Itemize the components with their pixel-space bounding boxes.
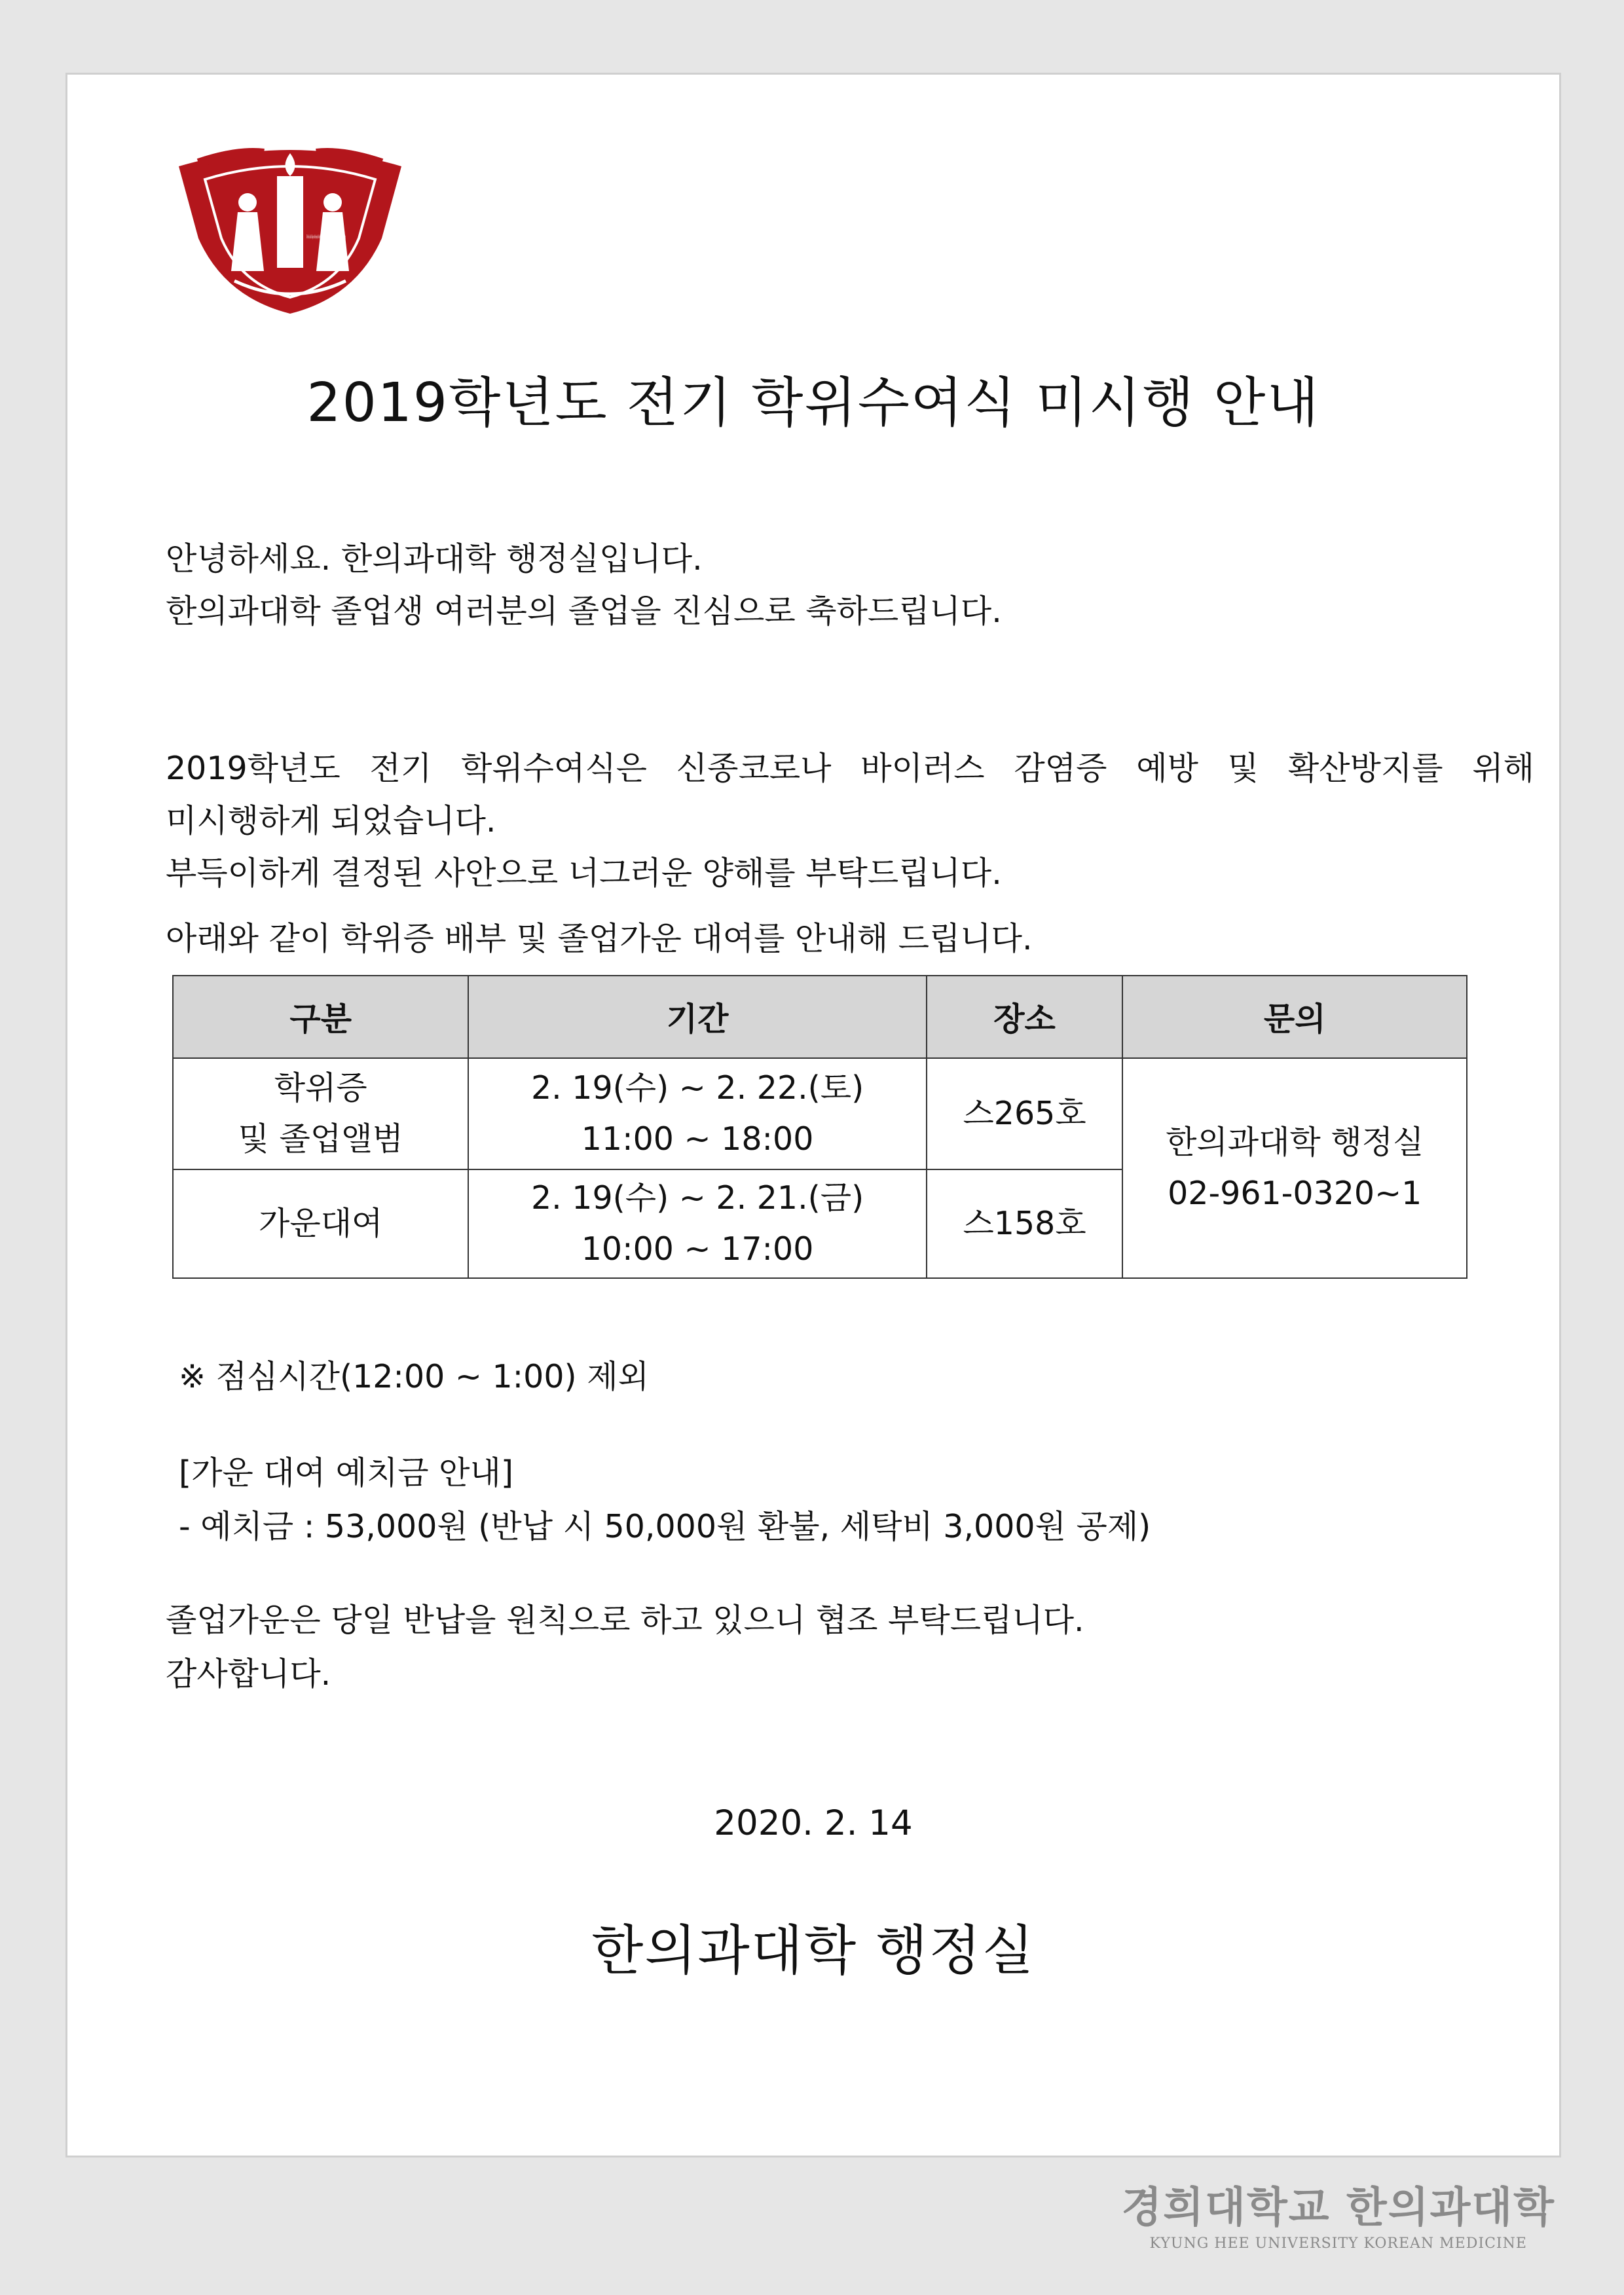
document-page — [65, 73, 1561, 2157]
period-dates: 2. 19(수) ~ 2. 22.(토) — [530, 1069, 864, 1107]
intro: 아래와 같이 학위증 배부 및 졸업가운 대여를 안내해 드립니다. — [166, 920, 1033, 957]
header-period: 기간 — [468, 976, 926, 1058]
cell-category — [173, 1058, 468, 1169]
notice-line: 2019학년도 전기 학위수여식은 신종코로나 바이러스 감염증 예방 및 확산방지를 위해 — [166, 750, 1534, 787]
cell-period — [468, 1058, 926, 1169]
deposit-heading: [가운 대여 예치금 안내] — [179, 1454, 513, 1492]
period-dates: 2. 19(수) ~ 2. 21.(금) — [530, 1179, 864, 1217]
header-place: 장소 — [927, 976, 1123, 1058]
issue-date: 2020. 2. 14 — [714, 1803, 913, 1843]
header-contact: 문의 — [1122, 976, 1467, 1058]
cell-category: 가운대여 — [173, 1169, 468, 1278]
signature: 한의과대학 행정실 — [591, 1920, 1035, 1982]
contact-office: 한의과대학 행정실 — [1166, 1124, 1424, 1161]
category-line: 및 졸업앨범 — [238, 1120, 403, 1158]
closing — [166, 1594, 1084, 1701]
notice — [166, 743, 1534, 900]
notice-line: 부득이하게 결정된 사안으로 너그러운 양해를 부탁드립니다. — [166, 854, 1002, 892]
cell-contact — [1122, 1058, 1467, 1278]
notice-line: 미시행하게 되었습니다. — [166, 802, 496, 839]
university-seal-logo — [159, 140, 421, 317]
cell-place: 스265호 — [927, 1058, 1123, 1169]
deposit-detail: - 예치금 : 53,000원 (반납 시 50,000원 환불, 세탁비 3,000원 공제) — [179, 1508, 1151, 1545]
period-hours: 10:00 ~ 17:00 — [581, 1230, 814, 1268]
category-line: 학위증 — [274, 1069, 367, 1107]
period-hours: 11:00 ~ 18:00 — [581, 1120, 814, 1158]
page-title: 2019학년도 전기 학위수여식 미시행 안내 — [306, 372, 1320, 434]
deposit-info — [179, 1446, 1151, 1554]
seal-motto: The World is a Global Village and the Peoples of the World are One Human Family. May We Strive for Peace and Humanity with the Spirit of Global Cooperation Society — [306, 234, 346, 240]
lunch-note: ※ 점심시간(12:00 ~ 1:00) 제외 — [179, 1358, 649, 1395]
greeting-line: 한의과대학 졸업생 여러분의 졸업을 진심으로 축하드립니다. — [166, 593, 1002, 630]
table-header-row — [173, 976, 1467, 1058]
footer-brand — [1121, 2174, 1555, 2252]
schedule-table — [172, 975, 1467, 1279]
brand-korean: 경희대학교 한의과대학 — [1121, 2184, 1555, 2232]
brand-english: KYUNG HEE UNIVERSITY KOREAN MEDICINE — [1149, 2235, 1527, 2252]
closing-line: 졸업가운은 당일 반납을 원칙으로 하고 있으니 협조 부탁드립니다. — [166, 1602, 1084, 1639]
contact-phone: 02-961-0320~1 — [1168, 1175, 1422, 1212]
greeting-line: 안녕하세요. 한의과대학 행정실입니다. — [166, 540, 703, 578]
cell-period — [468, 1169, 926, 1278]
cell-place: 스158호 — [927, 1169, 1123, 1278]
greeting — [166, 533, 1534, 638]
header-category: 구분 — [173, 976, 468, 1058]
table-row — [173, 1058, 1467, 1169]
closing-line: 감사합니다. — [166, 1655, 331, 1693]
